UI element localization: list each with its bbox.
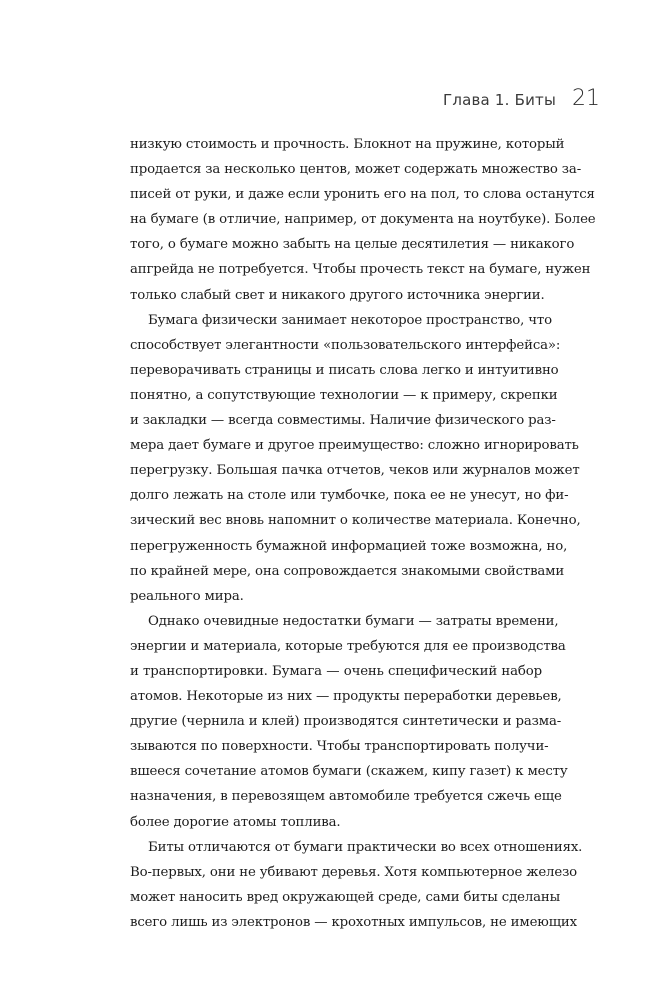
paragraph-3: [130, 609, 568, 835]
text-line: и транспортировки. Бумага — очень специфический набор: [130, 663, 542, 679]
body-text: [130, 132, 596, 935]
text-line: переворачивать страницы и писать слова легко и интуитивно: [130, 362, 559, 378]
text-line: писей от руки, и даже если уронить его на пол, то слова останутся: [130, 187, 595, 203]
chapter-title: Глава 1. Биты: [442, 91, 556, 109]
text-line: того, о бумаге можно забыть на целые десятилетия — никакого: [130, 237, 575, 253]
text-line: всего лишь из электронов — крохотных импульсов, не имеющих: [130, 914, 577, 930]
text-line: более дорогие атомы топлива.: [130, 814, 341, 830]
text-line: понятно, а сопутствующие технологии — к примеру, скрепки: [130, 387, 558, 403]
text-line: по крайней мере, она сопровождается знакомыми свойствами: [130, 563, 565, 579]
text-line: энергии и материала, которые требуются для ее производства: [130, 638, 566, 654]
text-line: способствует элегантности «пользовательского интерфейса»:: [130, 337, 561, 353]
page-number: 21: [572, 86, 600, 111]
text-line: перегруженность бумажной информацией тоже возможна, но,: [130, 538, 568, 554]
text-line: Бумага физически занимает некоторое пространство, что: [148, 312, 552, 328]
text-line: долго лежать на столе или тумбочке, пока ее не унесут, но фи-: [130, 488, 569, 504]
running-header: [443, 86, 600, 111]
text-line: вшееся сочетание атомов бумаги (скажем, кипу газет) к месту: [130, 764, 568, 780]
text-line: мера дает бумаге и другое преимущество: сложно игнорировать: [130, 438, 579, 454]
text-line: реального мира.: [130, 588, 244, 604]
text-line: атомов. Некоторые из них — продукты переработки деревьев,: [130, 689, 562, 705]
paragraph-2: [130, 308, 581, 609]
text-line: и закладки — всегда совместимы. Наличие физического раз-: [130, 413, 556, 429]
text-line: на бумаге (в отличие, например, от документа на ноутбуке). Более: [130, 212, 596, 228]
text-line: другие (чернила и клей) производятся синтетически и разма-: [130, 714, 562, 730]
text-line: зический вес вновь напомнит о количестве материала. Конечно,: [130, 513, 581, 529]
text-line: перегрузку. Большая пачка отчетов, чеков или журналов может: [130, 463, 580, 479]
text-line: может наносить вред окружающей среде, сами биты сделаны: [130, 889, 561, 905]
paragraph-4: [130, 835, 583, 935]
paragraph-1: [130, 132, 596, 308]
text-line: Однако очевидные недостатки бумаги — затраты времени,: [148, 613, 559, 629]
text-line: Во-первых, они не убивают деревья. Хотя компьютерное железо: [130, 864, 578, 880]
text-line: продается за несколько центов, может содержать множество за-: [130, 162, 582, 178]
text-line: зываются по поверхности. Чтобы транспортировать получи-: [130, 739, 549, 755]
text-line: Биты отличаются от бумаги практически во всех отношениях.: [148, 839, 583, 855]
text-line: апгрейда не потребуется. Чтобы прочесть текст на бумаге, нужен: [130, 262, 591, 278]
text-line: только слабый свет и никакого другого источника энергии.: [130, 287, 545, 303]
text-line: назначения, в перевозящем автомобиле требуется сжечь еще: [130, 789, 562, 805]
text-line: низкую стоимость и прочность. Блокнот на пружине, который: [130, 137, 565, 152]
